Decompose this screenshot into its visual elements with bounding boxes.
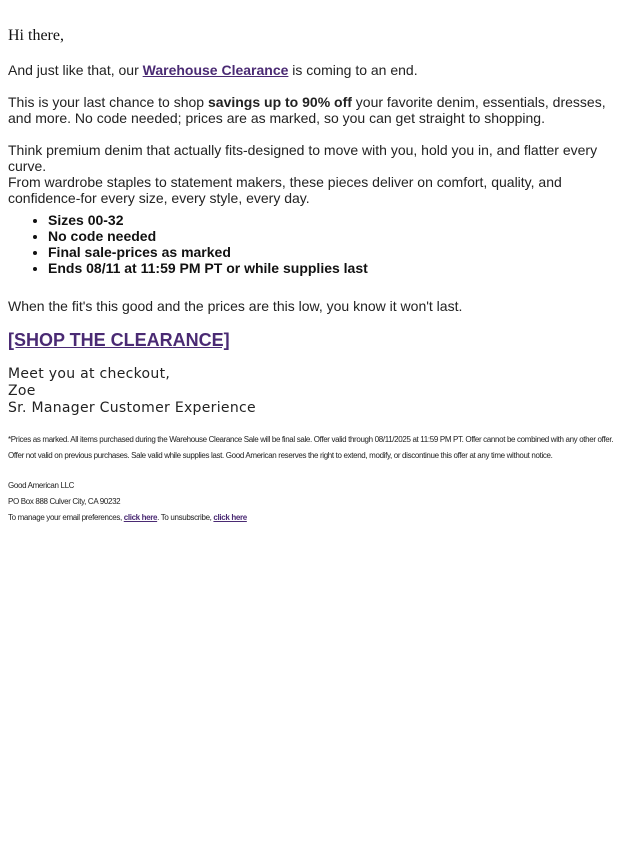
- urgency-paragraph: When the fit's this good and the prices are this low, you know it won't last.: [8, 298, 463, 314]
- prefs-text: To manage your email preferences,: [8, 513, 124, 522]
- shop-clearance-button[interactable]: [SHOP THE CLEARANCE]: [8, 330, 230, 350]
- warehouse-clearance-link[interactable]: Warehouse Clearance: [142, 62, 289, 78]
- greeting: Hi there,: [8, 27, 64, 44]
- last-chance-text-after: your favorite denim, essentials, dresses, and more. No code needed; prices are as marked, so you can get straight to shopping.: [8, 94, 606, 126]
- intro-paragraph: [8, 62, 620, 78]
- list-item: • Sizes 00-32: [48, 212, 368, 228]
- unsub-text: . To unsubscribe,: [157, 513, 214, 522]
- signature: [8, 366, 256, 417]
- company-address: PO Box 888 Culver City, CA 90232: [8, 497, 121, 506]
- preferences-line: [8, 510, 626, 526]
- intro-text-after: is coming to an end.: [288, 62, 418, 78]
- list-item: • Ends 08/11 at 11:59 PM PT or while supplies last: [48, 260, 368, 276]
- highlights-list: [8, 212, 368, 276]
- premium-denim-paragraph: Think premium denim that actually fits-designed to move with you, hold you in, and flatter every curve.: [8, 142, 598, 174]
- signoff-line: Meet you at checkout,: [8, 366, 171, 382]
- list-item: • Final sale-prices as marked: [48, 244, 368, 260]
- intro-text-before: And just like that, our: [8, 62, 143, 78]
- savings-highlight: savings up to 90% off: [208, 94, 352, 110]
- company-name: Good American LLC: [8, 481, 75, 490]
- legal-disclaimer: *Prices as marked. All items purchased during the Warehouse Clearance Sale will be final sale. Offer valid through 08/11/2025 at 11:59 PM PT. Offer cannot be combined with any other offer. Offer not valid on previous purchases. Sale valid while supplies last. Good American reserves the right to extend, modify, or discontinue this offer at any time without notice.: [8, 435, 614, 460]
- wardrobe-paragraph: From wardrobe staples to statement makers, these pieces deliver on comfort, quality, and confidence-for every size, every style, every day.: [8, 174, 562, 206]
- list-item: • No code needed: [48, 228, 368, 244]
- manage-preferences-link[interactable]: click here: [123, 513, 158, 522]
- signer-name: Zoe: [8, 383, 36, 399]
- last-chance-paragraph: [8, 94, 620, 126]
- signer-title: Sr. Manager Customer Experience: [8, 400, 256, 416]
- last-chance-text-before: This is your last chance to shop: [8, 94, 208, 110]
- unsubscribe-link[interactable]: click here: [213, 513, 247, 522]
